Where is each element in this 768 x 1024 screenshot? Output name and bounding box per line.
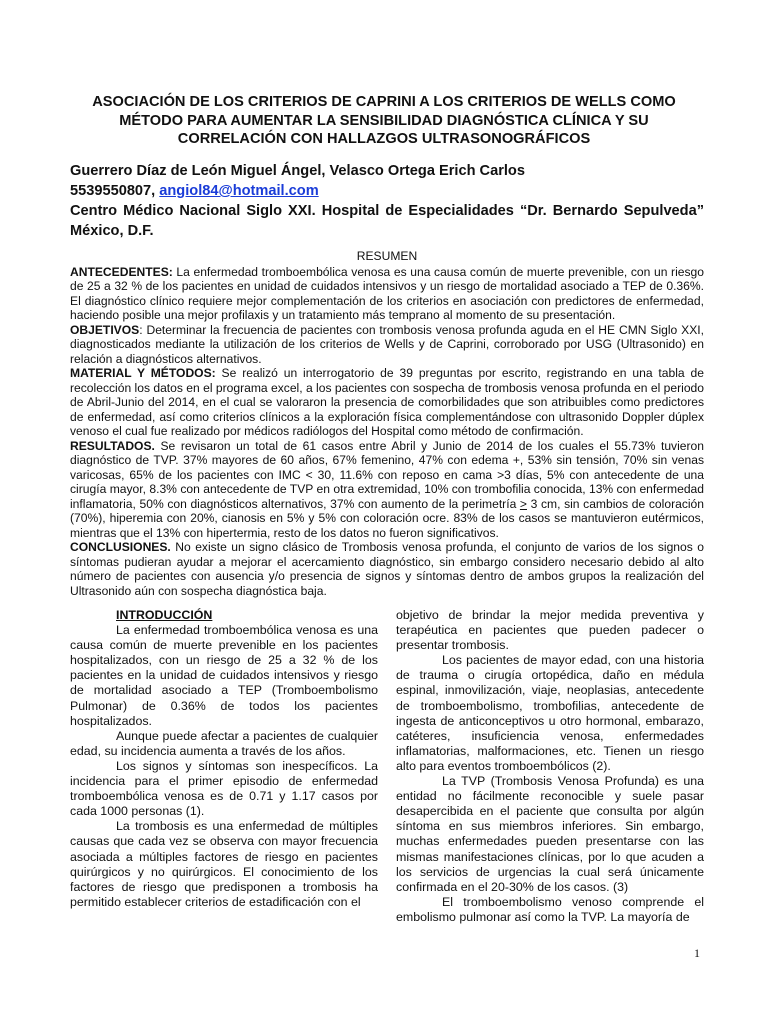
antecedentes-text: La enfermedad tromboembólica venosa es una causa común de muerte prevenible, con un riesgo de 25 a 32 % de los pacientes en unidad de cuidados intensivos y un riesgo de mortalidad asociado a TEP de 0.36%. El diagnóstico clínico requiere mejor complementación de los criterios en asociación con predictores de enfermedad, haciendo posible una mejor profilaxis y un tratamiento más temprano al momento de su presentación. <box>70 264 704 322</box>
resultados-text-a: Se revisaron un total de 61 casos entre Abril y Junio de 2014 de los cuales el 55.73% tuvieron diagnóstico de TVP. 37% mayores de 60 años, 67% femenino, 47% con edema +, 53% sin tensión, 70% sin venas varicosas, 65% de los pacientes con IMC < 30, 11.6% con reposo en cama >3 días, 5% con antecedente de una cirugía mayor, 8.3% con antecedente de TVP en otra extremidad, 10% con trombofilia conocida, 13% con enfermedad inflamatoria, 50% con diagnósticos alternativos, 37% con aumento de la perimetría <box>70 438 704 511</box>
body-column-right <box>396 608 704 925</box>
phone-number: 5539550807, <box>70 183 160 199</box>
greater-equal-symbol: > <box>519 496 527 511</box>
antecedentes-label: ANTECEDENTES: <box>70 264 173 279</box>
material-label: MATERIAL Y MÉTODOS: <box>70 366 216 380</box>
contact-line <box>70 181 704 201</box>
email-link[interactable]: angiol84@hotmail.com <box>159 183 319 199</box>
abstract-conclusiones <box>70 540 704 598</box>
body-paragraph: La enfermedad tromboembólica venosa es una causa común de muerte prevenible en los pacientes hospitalizados, con un riesgo de 25 a 32 % de los pacientes en la unidad de cuidados intensivos y riesgo de mortalidad asociado a TEP (Tromboembolismo Pulmonar) de 0.36% de todos los pacientes hospitalizados. <box>70 623 378 728</box>
abstract-heading: RESUMEN <box>356 249 418 263</box>
material-text: Se realizó un interrogatorio de 39 preguntas por escrito, registrando en una tabla de recolección los datos en el programa excel, a los pacientes con sospecha de trombosis venosa profunda en el periodo de Abril-Junio del 2014, en el cual se valoraron la presencia de comorbilidades que son atribuibles como predictores de enfermedad, así como criterios clínicos a la exploración física complementándose con ultrasonido Doppler dúplex venoso el cual fue realizado por médicos radiólogos del Hospital como método de confirmación. <box>70 366 704 438</box>
body-paragraph-continued: objetivo de brindar la mejor medida preventiva y terapéutica en pacientes que pueden padecer o presentar trombosis. <box>396 608 704 653</box>
body-column-left <box>70 608 378 910</box>
page-number: 1 <box>694 946 700 960</box>
conclusiones-label: CONCLUSIONES. <box>70 540 171 554</box>
abstract-resultados <box>70 439 704 541</box>
body-paragraph: Los signos y síntomas son inespecíficos. La incidencia para el primer episodio de enfermedad tromboembólica venosa es de 0.71 y 1.17 casos por cada 1000 personas (1). <box>70 758 378 819</box>
body-paragraph: La trombosis es una enfermedad de múltiples causas que cada vez se observa con mayor frecuencia asociada a múltiples factores de riesgo en pacientes quirúrgicos y no quirúrgicos. El conocimiento de los factores de riesgo que predisponen a trombosis ha permitido establecer criterios de estadificación con el <box>70 819 378 909</box>
conclusiones-text: No existe un signo clásico de Trombosis venosa profunda, el conjunto de varios de los signos o síntomas pudieran ayudar a mejorar el acercamiento diagnóstico, sin embargo considero necesario debido al alto número de pacientes con ausencia y/o presencia de signos y síntomas dentro de ambos grupos la realización del Ultrasonido aún con sospecha diagnóstica baja. <box>70 540 704 598</box>
abstract-objetivos <box>70 323 704 367</box>
body-paragraph: Aunque puede afectar a pacientes de cualquier edad, su incidencia aumenta a través de los años. <box>70 728 378 758</box>
body-paragraph: Los pacientes de mayor edad, con una historia de trauma o cirugía ortopédica, daño en médula espinal, inmovilización, viaje, neoplasias, antecedente de tromboembolismo, trombofilias, antecedente de ingesta de anticonceptivos u otro hormonal, embarazo, catéteres, insuficiencia venosa, enfermedades inflamatorias, malformaciones, etc. Tienen un riesgo alto para eventos tromboembólicos (2). <box>396 653 704 773</box>
body-paragraph: El tromboembolismo venoso comprende el embolismo pulmonar así como la TVP. La mayoría de <box>396 894 704 924</box>
objetivos-text: : Determinar la frecuencia de pacientes con trombosis venosa profunda aguda en el HE CMN Siglo XXI, diagnosticados mediante la utilización de los criterios de Wells y de Caprini, corroborado por USG (Ultrasonido) en relación a diagnósticos alternativos. <box>70 322 704 366</box>
abstract-material <box>70 366 704 439</box>
author-block <box>70 161 704 241</box>
introduction-heading: INTRODUCCIÓN <box>116 608 213 622</box>
body-paragraph: La TVP (Trombosis Venosa Profunda) es una entidad no fácilmente reconocible y suele pasar desapercibida en el paciente que consulta por algún síntoma en sus miembros inferiores. Sin embargo, muchas enfermedades pueden presentarse con las mismas manifestaciones clínicas, por lo que acuden a los servicios de urgencias la cual será únicamente confirmada en el 20-30% de los casos. (3) <box>396 774 704 894</box>
objetivos-label: OBJETIVOS <box>70 322 140 337</box>
abstract-antecedentes <box>70 265 704 323</box>
resultados-text-b: 3 cm, sin cambios de coloración (70%), hiperemia con 20%, cianosis en 5% y 5% con coloración ocre. 83% de los casos se mantuvieron eutérmicos, mientras que el 13% con hipertermia, resto de los datos no fueron significativos. <box>70 496 705 540</box>
abstract-section <box>70 249 704 598</box>
author-names: Guerrero Díaz de León Miguel Ángel, Velasco Ortega Erich Carlos <box>70 163 525 179</box>
resultados-label: RESULTADOS. <box>70 438 155 453</box>
paper-title: ASOCIACIÓN DE LOS CRITERIOS DE CAPRINI A LOS CRITERIOS DE WELLS COMO MÉTODO PARA AUMENTAR LA SENSIBILIDAD DIAGNÓSTICA CLÍNICA Y SU CORRELACIÓN CON HALLAZGOS ULTRASONOGRÁFICOS <box>92 94 676 147</box>
institution: Centro Médico Nacional Siglo XXI. Hospital de Especialidades “Dr. Bernardo Sepulveda” México, D.F. <box>70 203 704 239</box>
